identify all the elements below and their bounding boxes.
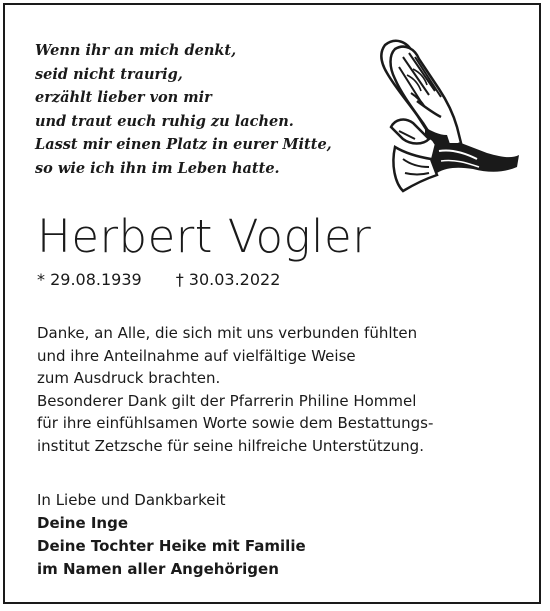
- signature-intro: In Liebe und Dankbarkeit: [37, 491, 226, 509]
- message-line: zum Ausdruck brachten.: [37, 369, 221, 388]
- message-line: für ihre einfühlsamen Worte sowie dem Bestattungs-: [37, 414, 434, 433]
- life-dates: [37, 269, 280, 291]
- signature-name: Deine Inge: [37, 514, 129, 532]
- message-line: Danke, an Alle, die sich mit uns verbunden fühlten: [37, 324, 418, 342]
- poem-line: erzählt lieber von mir: [35, 89, 212, 106]
- signature-block: [37, 489, 306, 581]
- message-line: Besonderer Dank gilt der Pfarrerin Philine Hommel: [37, 391, 417, 410]
- poem-line: und traut euch ruhig zu lachen.: [35, 112, 294, 130]
- message-line: und ihre Anteilnahme auf vielfältige Weise: [37, 346, 356, 365]
- obituary-notice: [3, 3, 541, 604]
- message-line: institut Zetzsche für seine hilfreiche Unterstützung.: [37, 436, 424, 455]
- poem-line: seid nicht traurig,: [35, 65, 183, 83]
- signature-name: im Namen aller Angehörigen: [37, 560, 279, 578]
- thank-you-message: [37, 322, 517, 458]
- poem: [35, 39, 355, 180]
- birth-date: * 29.08.1939: [37, 270, 142, 289]
- poem-line: Lasst mir einen Platz in eurer Mitte,: [35, 136, 332, 153]
- poem-line: so wie ich ihn im Leben hatte.: [35, 159, 280, 177]
- poem-line: Wenn ihr an mich denkt,: [35, 42, 237, 59]
- deceased-name: Herbert Vogler: [37, 210, 372, 263]
- signature-name: Deine Tochter Heike mit Familie: [37, 537, 306, 555]
- praying-hands-icon: [355, 35, 525, 195]
- death-date: † 30.03.2022: [175, 270, 281, 289]
